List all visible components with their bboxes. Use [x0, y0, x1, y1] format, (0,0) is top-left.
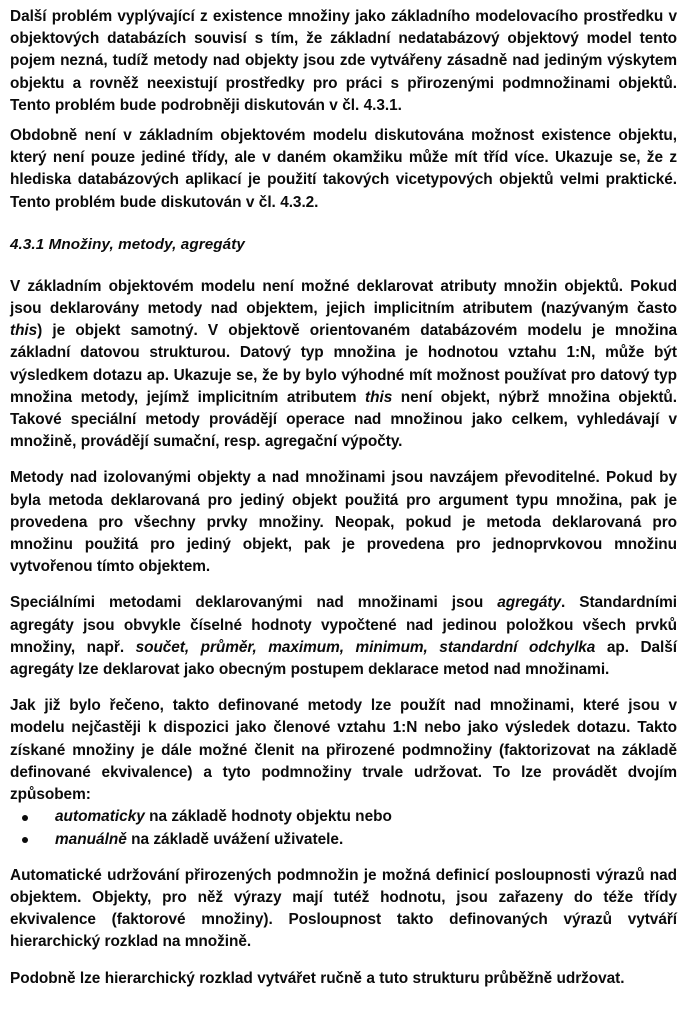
- bullet-icon: [22, 815, 28, 821]
- text-run: na základě uvážení uživatele.: [126, 830, 344, 848]
- spacer: [10, 851, 677, 865]
- text-run: ) je objekt samotný. V objektově orientovaném databázovém modelu je množina základní datovou strukturou. Datový typ množina je hodnotou vztahu 1:N, může být výsledkem dotazu ap. Ukazuje se, že by bylo výhodné mít možnost používat pro datový typ množina metody, jejímž implicitním atributem: [10, 322, 677, 406]
- text-run: na základě hodnoty objektu nebo: [144, 808, 392, 826]
- list-item-text: [55, 808, 392, 825]
- paragraph-factorization: Jak již bylo řečeno, takto definované metody lze použít nad množinami, které jsou v modelu nejčastěji k dispozici jako členové vztahu 1:N nebo jako výsledek dotazu. Takto získané množiny je dále možné členit na přirozené podmnožiny (faktorizovat na základě definované ekvivalence) a tyto podmnožiny trvale udržovat. To lze provádět dvojím způsobem:: [10, 697, 677, 804]
- paragraph-intro-set-problem: Další problém vyplývající z existence množiny jako základního modelovacího prostředku v objektových databázích souvisí s tím, že základní nedatabázový objektový model tento pojem nezná, tudíž metody nad objekty jsou zde vytvářeny zásadně nad jediným výskytem objektu a rovněž neexistují prostředky pro práci s přirozenými podmnožinami objektů. Tento problém bude podrobněji diskutován v čl. 4.3.1.: [10, 8, 677, 114]
- text-run: Speciálními metodami deklarovanými nad množinami jsou: [10, 594, 498, 612]
- bullet-icon: [22, 837, 28, 843]
- text-run: není objekt, nýbrž množina objektů. Takové speciální metody provádějí operace nad množinou jako celkem, vyhledávají v množině, provádějí sumační, resp. agregační výpočty.: [10, 388, 677, 451]
- spacer: [10, 256, 677, 276]
- emphasized-term: součet, průměr, maximum, minimum, standardní odchylka: [135, 638, 596, 656]
- emphasized-term: this: [10, 322, 38, 340]
- emphasized-term: automaticky: [55, 808, 145, 826]
- section-heading-4-3-1: 4.3.1 Množiny, metody, agregáty: [10, 235, 245, 253]
- paragraph-aggregates: [10, 592, 677, 681]
- paragraph-multitype-objects: Obdobně není v základním objektovém modelu diskutována možnost existence objektu, který není pouze jediné třídy, ale v daném okamžiku může mít tříd více. Ukazuje se, že z hlediska databázových aplikací je použití takových vicetypových objektů velmi praktické. Tento problém bude diskutován v čl. 4.3.2.: [10, 127, 677, 211]
- spacer: [10, 214, 677, 234]
- emphasized-term: agregáty: [497, 594, 561, 612]
- paragraph-automatic-maintenance: Automatické udržování přirozených podmnožin je možná definicí posloupnosti výrazů nad objektem. Objekty, pro něž výrazy mají tutéž hodnotu, jsou zařazeny do téže třídy ekvivalence (faktorové množiny). Posloupnost takto definovaných výrazů vytváří hierarchický rozklad na množině.: [10, 866, 677, 951]
- paragraph-method-convertibility: Metody nad izolovanými objekty a nad množinami jsou navzájem převoditelné. Pokud by byla metoda deklarovaná pro jediný objekt použitá pro argument typu množina, pak je provedena pro všechny prvky množiny. Neopak, pokud je metoda deklarovaná pro množinu použitá pro jediný objekt, pak je provedena pro jednoprvkovou množinu vytvořenou tímto objektem.: [10, 469, 677, 576]
- list-item: [10, 829, 677, 851]
- paragraph-manual-hierarchy: Podobně lze hierarchický rozklad vytvářet ručně a tuto strukturu průběžně udržovat.: [10, 969, 625, 987]
- text-run: . Standardními agregáty jsou obvykle číselné hodnoty vypočtené nad jedinou položkou všech prvků množiny, např.: [10, 594, 677, 656]
- text-run: V základním objektovém modelu není možné deklarovat atributy množin objektů. Pokud jsou deklarovány metody nad objektem, jejich implicitním atributem (nazývaným často: [10, 277, 677, 318]
- spacer: [10, 681, 677, 695]
- list-item: [10, 806, 677, 828]
- spacer: [10, 954, 677, 968]
- spacer: [10, 117, 677, 125]
- paragraph-sets-methods-this: [10, 276, 677, 454]
- spacer: [10, 453, 677, 467]
- text-run: ap. Další agregáty lze deklarovat jako obecným postupem deklarace metod nad množinami.: [10, 638, 677, 679]
- list-item-text: [55, 831, 343, 848]
- emphasized-term: this: [365, 388, 393, 406]
- spacer: [10, 578, 677, 592]
- emphasized-term: manuálně: [55, 830, 127, 848]
- bullet-list-maintenance-modes: [10, 806, 677, 850]
